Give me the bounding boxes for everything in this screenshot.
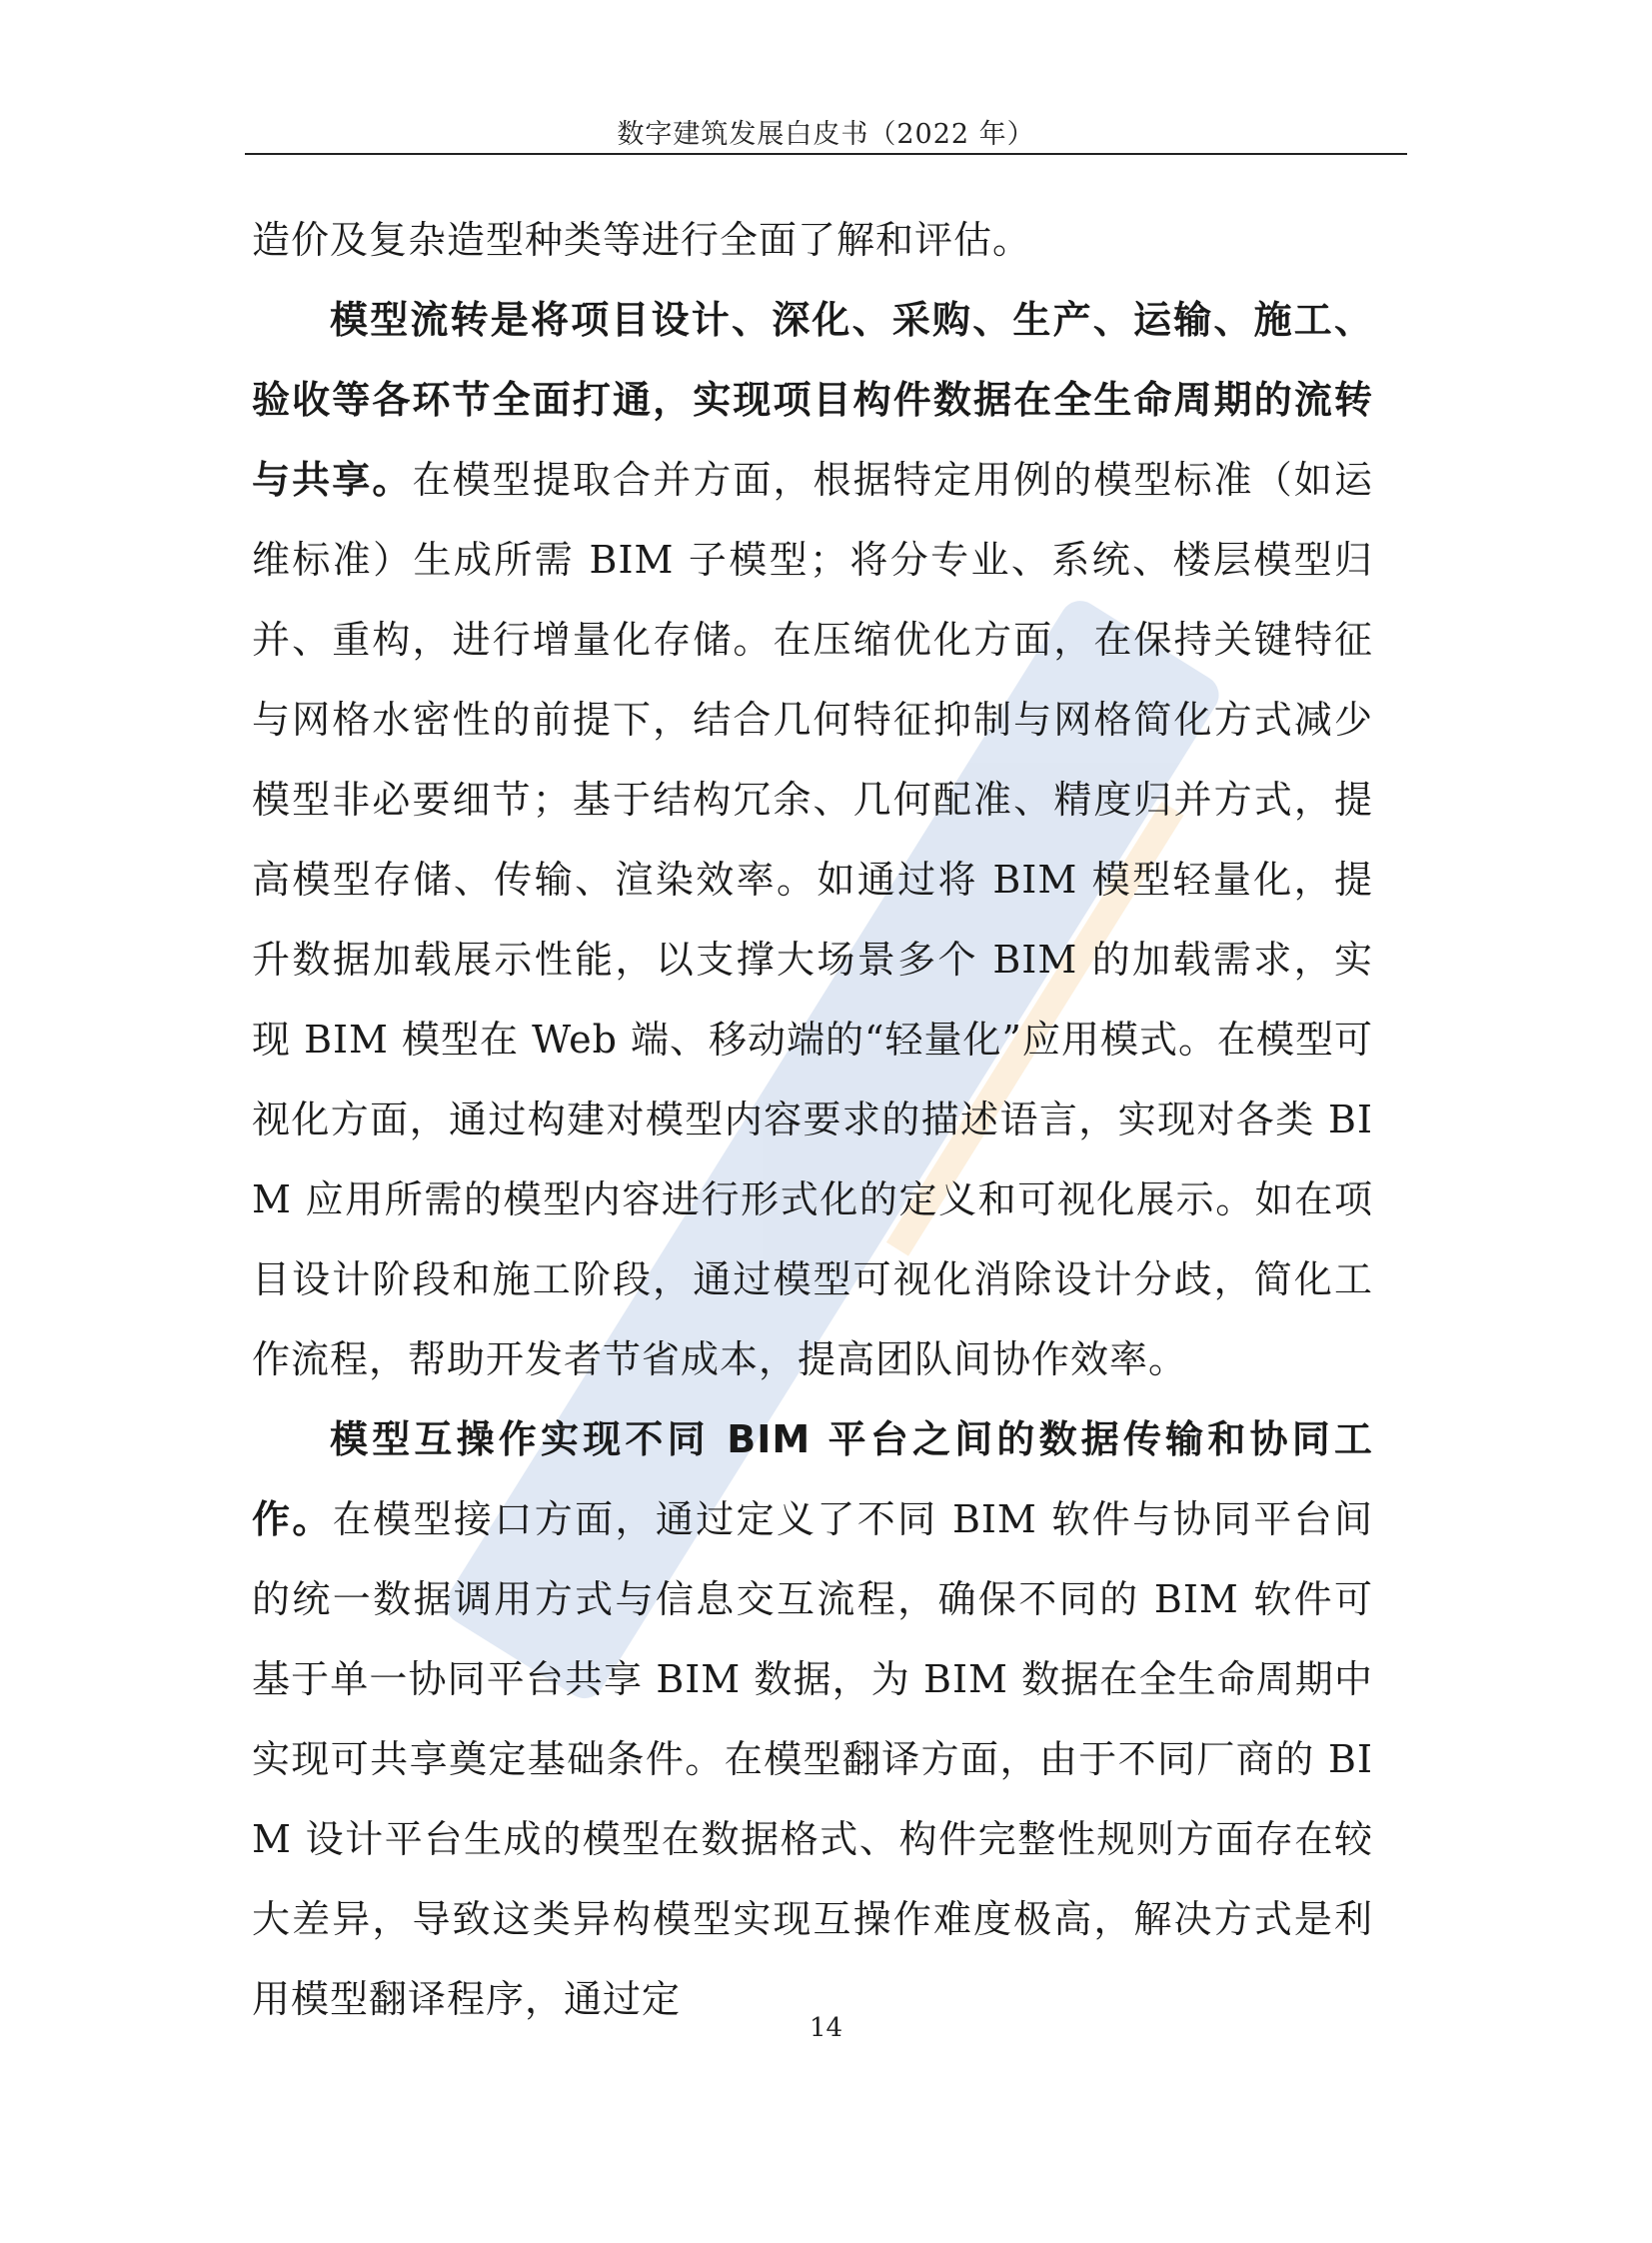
paragraph-lead-model-interop: 模型互操作实现不同 BIM 平台之间的数据传输和协同工作。 [252, 1417, 1373, 1541]
header-rule [245, 153, 1407, 155]
page-number: 14 [809, 2013, 843, 2043]
body-text [252, 200, 1373, 2039]
paragraph-body-model-flow: 在模型提取合并方面，根据特定用例的模型标准（如运维标准）生成所需 BIM 子模型；将分专业、系统、楼层模型归并、重构，进行增量化存储。在压缩优化方面，在保持关键特征与网格水密性的前提下，结合几何特征抑制与网格简化方式减少模型非必要细节；基于结构冗余、几何配准、精度归并方式，提高模型存储、传输、渲染效率。如通过将 BIM 模型轻量化，提升数据加载展示性能，以支撑大场景多个 BIM 的加载需求，实现 BIM 模型在 Web 端、移动端的“轻量化”应用模式。在模型可视化方面，通过构建对模型内容要求的描述语言，实现对各类 BIM 应用所需的模型内容进行形式化的定义和可视化展示。如在项目设计阶段和施工阶段，通过模型可视化消除设计分歧，简化工作流程，帮助开发者节省成本，提高团队间协作效率。 [252, 458, 1373, 1381]
paragraph-body-model-interop: 在模型接口方面，通过定义了不同 BIM 软件与协同平台间的统一数据调用方式与信息交互流程，确保不同的 BIM 软件可基于单一协同平台共享 BIM 数据，为 BIM 数据在全生命周期中实现可共享奠定基础条件。在模型翻译方面，由于不同厂商的 BIM 设计平台生成的模型在数据格式、构件完整性规则方面存在较大差异，导致这类异构模型实现互操作难度极高，解决方式是利用模型翻译程序，通过定 [252, 1497, 1373, 2021]
paragraph-model-flow [252, 280, 1373, 1399]
paragraph-lead-model-flow: 模型流转是将项目设计、深化、采购、生产、运输、施工、验收等各环节全面打通，实现项目构件数据在全生命周期的流转与共享。 [252, 298, 1373, 502]
running-header-title: 数字建筑发展白皮书（2022 年） [617, 119, 1035, 150]
paragraph-model-interop [252, 1399, 1373, 2039]
paragraph-continuation: 造价及复杂造型种类等进行全面了解和评估。 [252, 218, 1032, 262]
